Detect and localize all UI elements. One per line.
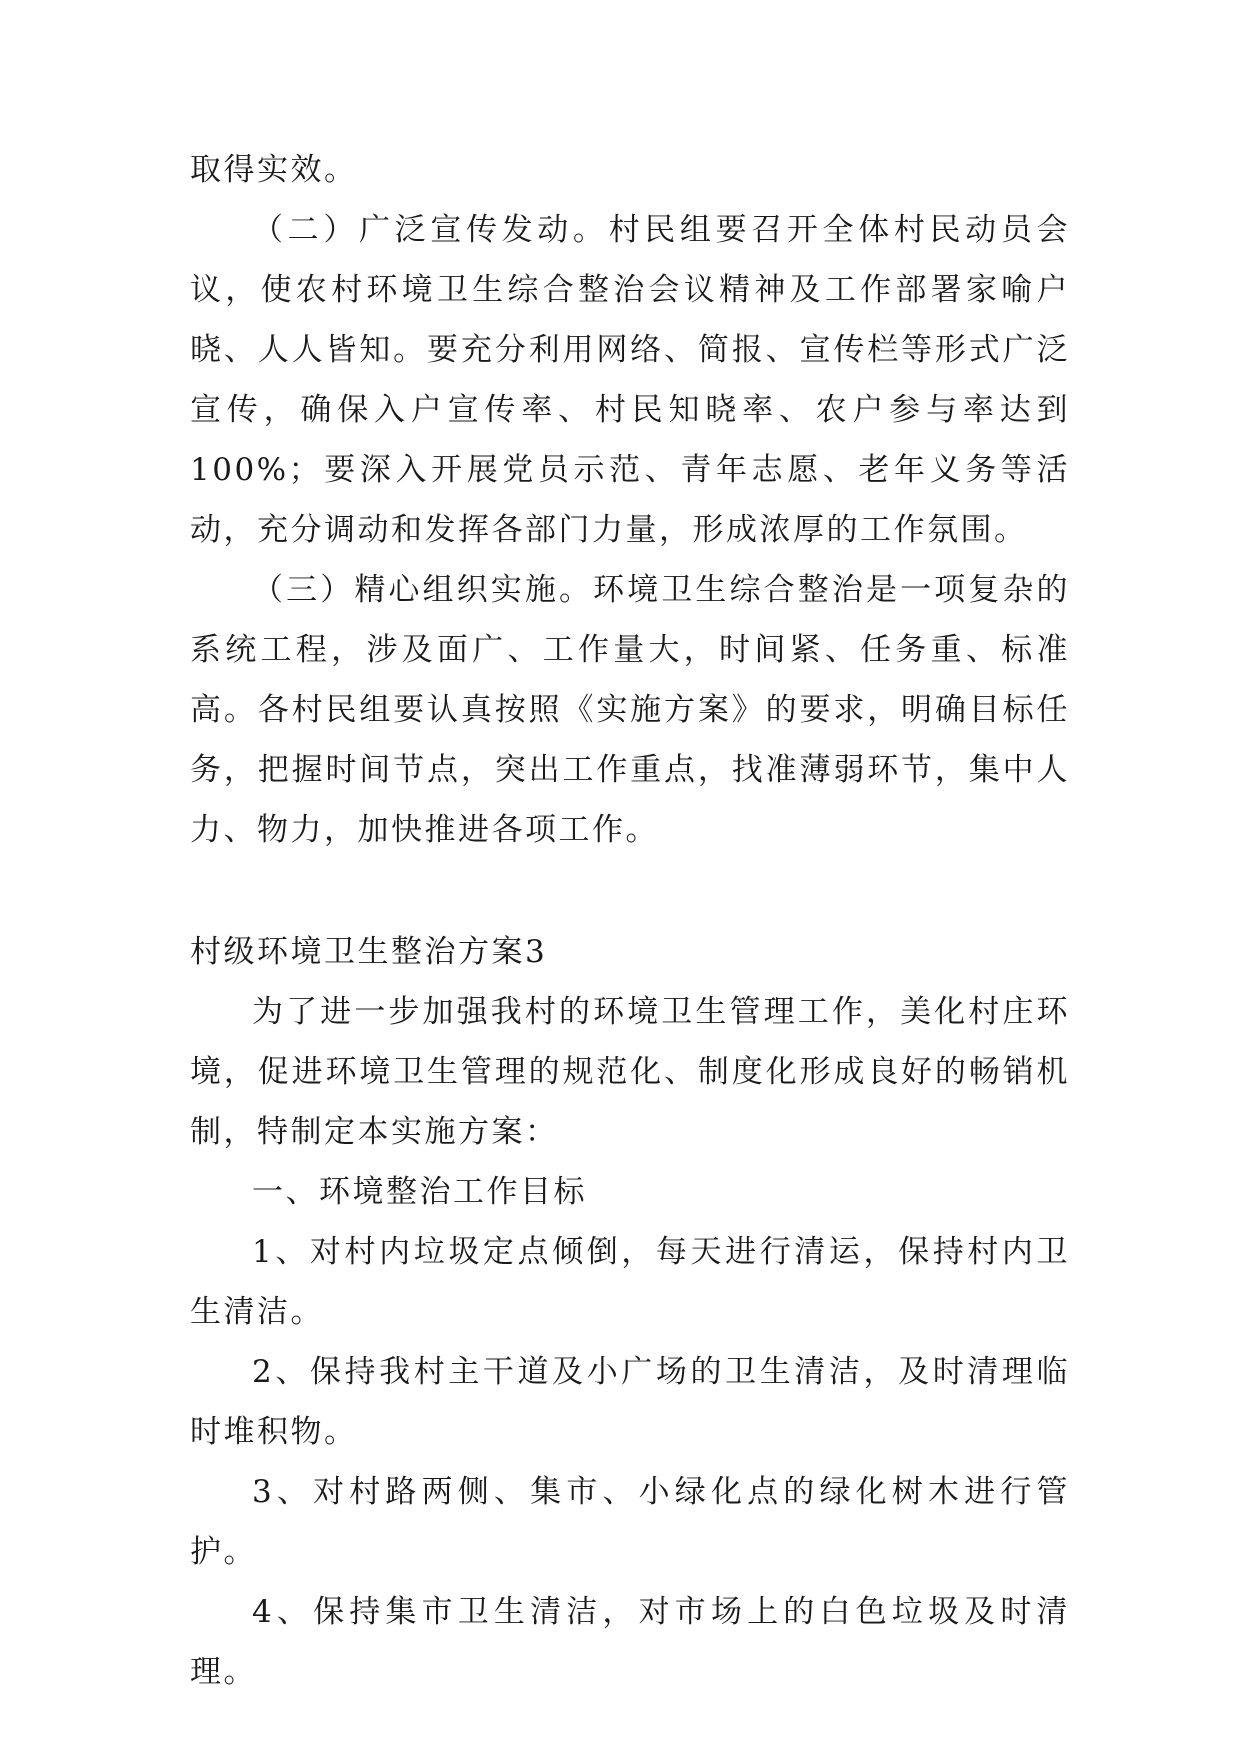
list-item: 4、保持集市卫生清洁，对市场上的白色垃圾及时清理。 — [190, 1594, 1070, 1690]
paragraph: （二）广泛宣传发动。村民组要召开全体村民动员会议，使农村环境卫生综合整治会议精神及工作部署家喻户晓、人人皆知。要充分利用网络、简报、宣传栏等形式广泛宣传，确保入户宣传率、村民知晓率、农户参与率达到100%；要深入开展党员示范、青年志愿、老年义务等活动，充分调动和发挥各部门力量，形成浓厚的工作氛围。 — [190, 212, 1070, 548]
paragraph: 取得实效。 — [190, 152, 358, 188]
list-item: 2、保持我村主干道及小广场的卫生清洁，及时清理临时堆积物。 — [190, 1354, 1070, 1450]
list-item: 3、对村路两侧、集市、小绿化点的绿化树木进行管护。 — [190, 1474, 1070, 1570]
document-page — [190, 140, 1070, 1702]
paragraph: （三）精心组织实施。环境卫生综合整治是一项复杂的系统工程，涉及面广、工作量大，时间紧、任务重、标准高。各村民组要认真按照《实施方案》的要求，明确目标任务，把握时间节点，突出工作重点，找准薄弱环节，集中人力、物力，加快推进各项工作。 — [190, 572, 1070, 848]
paragraph: 为了进一步加强我村的环境卫生管理工作，美化村庄环境，促进环境卫生管理的规范化、制度化形成良好的畅销机制，特制定本实施方案： — [190, 994, 1070, 1150]
list-item: 1、对村内垃圾定点倾倒，每天进行清运，保持村内卫生清洁。 — [190, 1234, 1070, 1330]
section-title: 村级环境卫生整治方案3 — [190, 934, 548, 970]
section-subheading: 一、环境整治工作目标 — [252, 1174, 587, 1210]
